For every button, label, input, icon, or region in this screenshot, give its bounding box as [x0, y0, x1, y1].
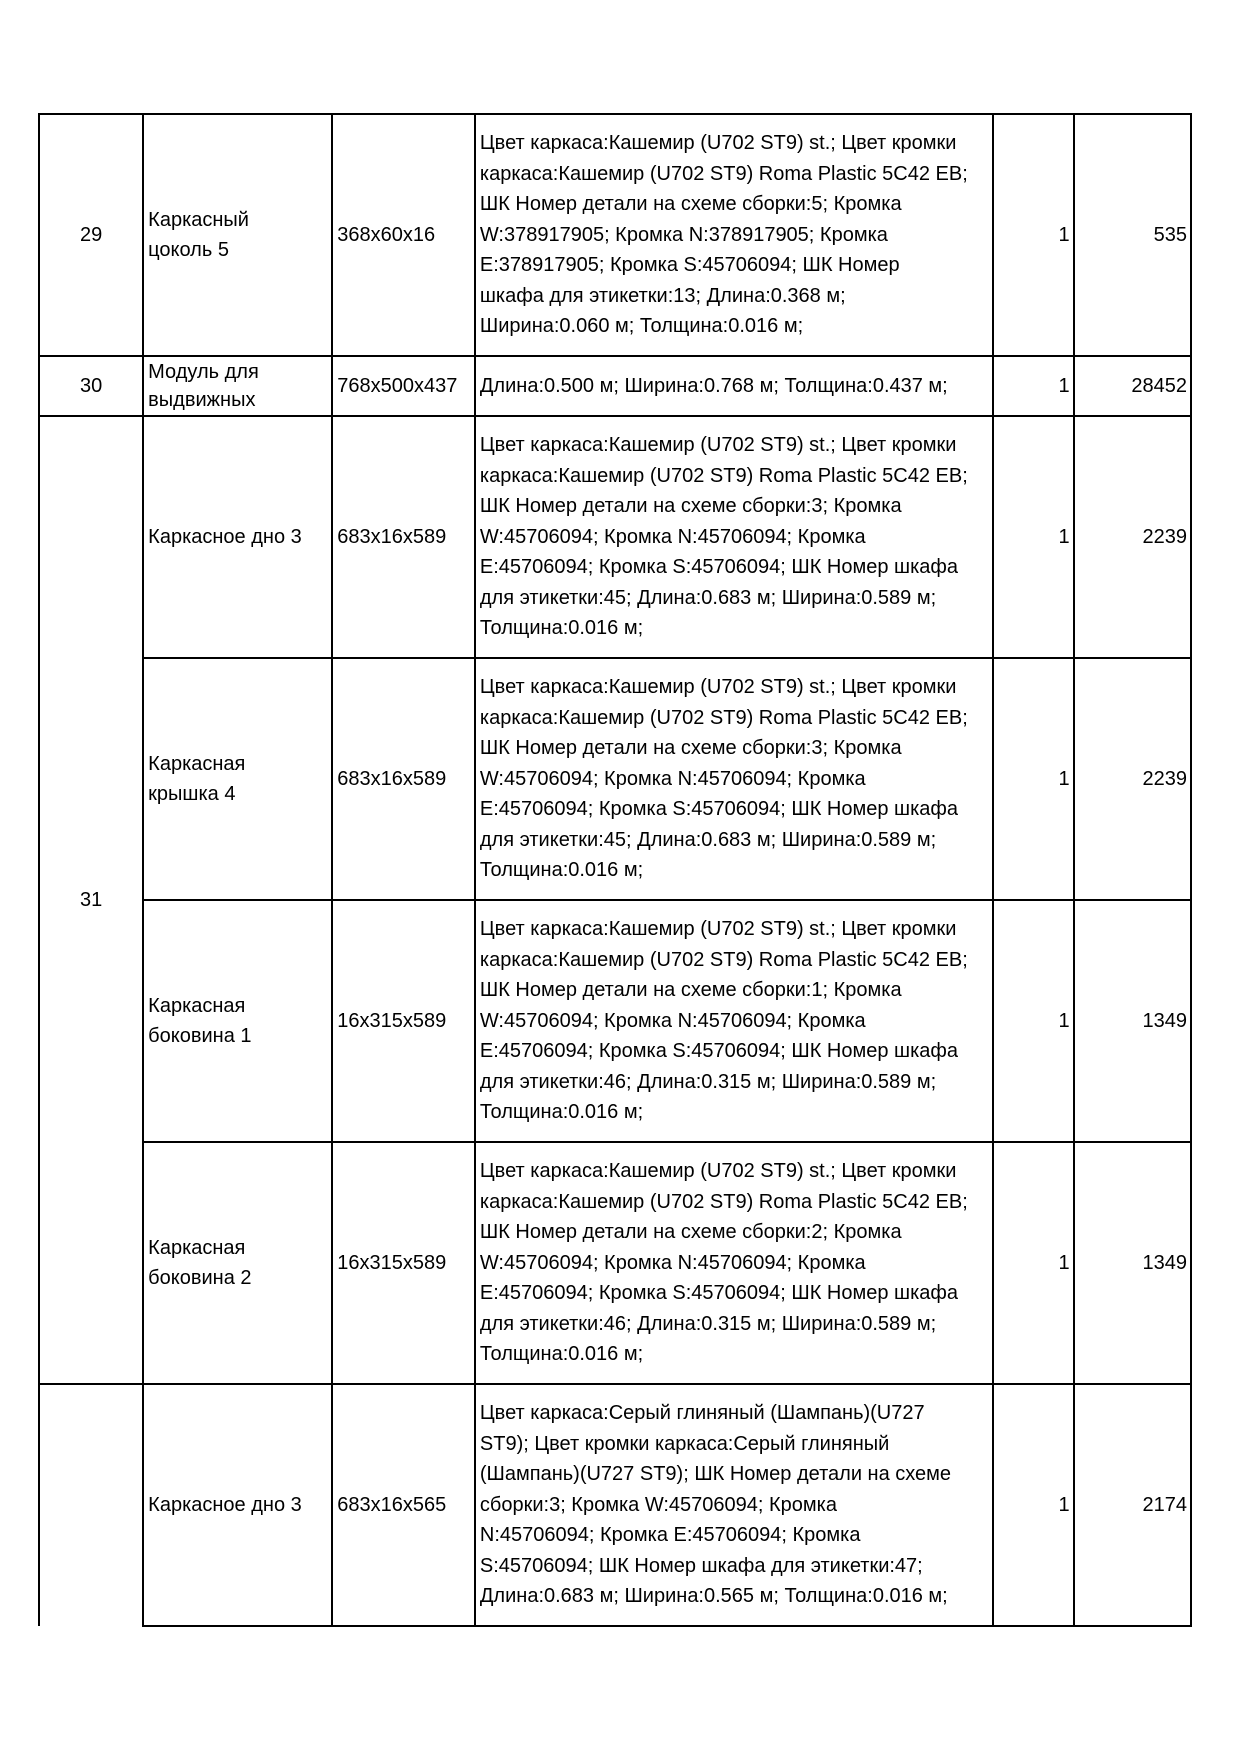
table-row — [39, 900, 1191, 1142]
part-name: Модуль для выдвижных — [143, 356, 332, 416]
part-description: Цвет каркаса:Кашемир (U702 ST9) st.; Цвет кромки каркаса:Кашемир (U702 ST9) Roma Plastic 5C42 EB; ШК Номер детали на схеме сборки:1; Кромка W:45706094; Кромка N:45706094; Кромка E:45706094; Кромка S:45706094; ШК Номер шкафа для этикетки:46; Длина:0.315 м; Ширина:0.589 м; Толщина:0.016 м; — [475, 900, 993, 1142]
part-price: 1349 — [1074, 900, 1191, 1142]
part-price: 28452 — [1074, 356, 1191, 416]
part-quantity: 1 — [993, 1384, 1074, 1626]
part-name: Каркасный цоколь 5 — [143, 114, 332, 356]
part-size: 683x16x589 — [332, 658, 475, 900]
parts-table — [38, 113, 1192, 1627]
row-number — [39, 1384, 143, 1626]
part-description: Цвет каркаса:Кашемир (U702 ST9) st.; Цвет кромки каркаса:Кашемир (U702 ST9) Roma Plastic 5C42 EB; ШК Номер детали на схеме сборки:3; Кромка W:45706094; Кромка N:45706094; Кромка E:45706094; Кромка S:45706094; ШК Номер шкафа для этикетки:45; Длина:0.683 м; Ширина:0.589 м; Толщина:0.016 м; — [475, 416, 993, 658]
part-price: 2239 — [1074, 416, 1191, 658]
part-description: Цвет каркаса:Кашемир (U702 ST9) st.; Цвет кромки каркаса:Кашемир (U702 ST9) Roma Plastic 5C42 EB; ШК Номер детали на схеме сборки:5; Кромка W:378917905; Кромка N:378917905; Кромка E:378917905; Кромка S:45706094; ШК Номер шкафа для этикетки:13; Длина:0.368 м; Ширина:0.060 м; Толщина:0.016 м; — [475, 114, 993, 356]
table-row — [39, 1384, 1191, 1626]
part-quantity: 1 — [993, 1142, 1074, 1384]
part-quantity: 1 — [993, 900, 1074, 1142]
part-quantity: 1 — [993, 356, 1074, 416]
part-price: 1349 — [1074, 1142, 1191, 1384]
part-size: 16x315x589 — [332, 1142, 475, 1384]
row-number: 31 — [39, 416, 143, 1384]
part-name: Каркасная крышка 4 — [143, 658, 332, 900]
part-description: Длина:0.500 м; Ширина:0.768 м; Толщина:0.437 м; — [475, 356, 993, 416]
part-name: Каркасное дно 3 — [143, 1384, 332, 1626]
table-row — [39, 658, 1191, 900]
part-size: 768x500x437 — [332, 356, 475, 416]
table-row — [39, 416, 1191, 658]
part-price: 2174 — [1074, 1384, 1191, 1626]
part-size: 368x60x16 — [332, 114, 475, 356]
table-row — [39, 114, 1191, 356]
table-row — [39, 356, 1191, 416]
part-description: Цвет каркаса:Кашемир (U702 ST9) st.; Цвет кромки каркаса:Кашемир (U702 ST9) Roma Plastic 5C42 EB; ШК Номер детали на схеме сборки:2; Кромка W:45706094; Кромка N:45706094; Кромка E:45706094; Кромка S:45706094; ШК Номер шкафа для этикетки:46; Длина:0.315 м; Ширина:0.589 м; Толщина:0.016 м; — [475, 1142, 993, 1384]
row-number: 30 — [39, 356, 143, 416]
part-name: Каркасная боковина 1 — [143, 900, 332, 1142]
part-size: 683x16x589 — [332, 416, 475, 658]
part-size: 683x16x565 — [332, 1384, 475, 1626]
part-size: 16x315x589 — [332, 900, 475, 1142]
row-number: 29 — [39, 114, 143, 356]
part-quantity: 1 — [993, 658, 1074, 900]
part-quantity: 1 — [993, 416, 1074, 658]
part-name: Каркасное дно 3 — [143, 416, 332, 658]
part-name: Каркасная боковина 2 — [143, 1142, 332, 1384]
part-price: 2239 — [1074, 658, 1191, 900]
part-quantity: 1 — [993, 114, 1074, 356]
part-price: 535 — [1074, 114, 1191, 356]
table-row — [39, 1142, 1191, 1384]
part-description: Цвет каркаса:Кашемир (U702 ST9) st.; Цвет кромки каркаса:Кашемир (U702 ST9) Roma Plastic 5C42 EB; ШК Номер детали на схеме сборки:3; Кромка W:45706094; Кромка N:45706094; Кромка E:45706094; Кромка S:45706094; ШК Номер шкафа для этикетки:45; Длина:0.683 м; Ширина:0.589 м; Толщина:0.016 м; — [475, 658, 993, 900]
part-description: Цвет каркаса:Серый глиняный (Шампань)(U727 ST9); Цвет кромки каркаса:Серый глиняный (Шампань)(U727 ST9); ШК Номер детали на схеме сборки:3; Кромка W:45706094; Кромка N:45706094; Кромка E:45706094; Кромка S:45706094; ШК Номер шкафа для этикетки:47; Длина:0.683 м; Ширина:0.565 м; Толщина:0.016 м; — [475, 1384, 993, 1626]
